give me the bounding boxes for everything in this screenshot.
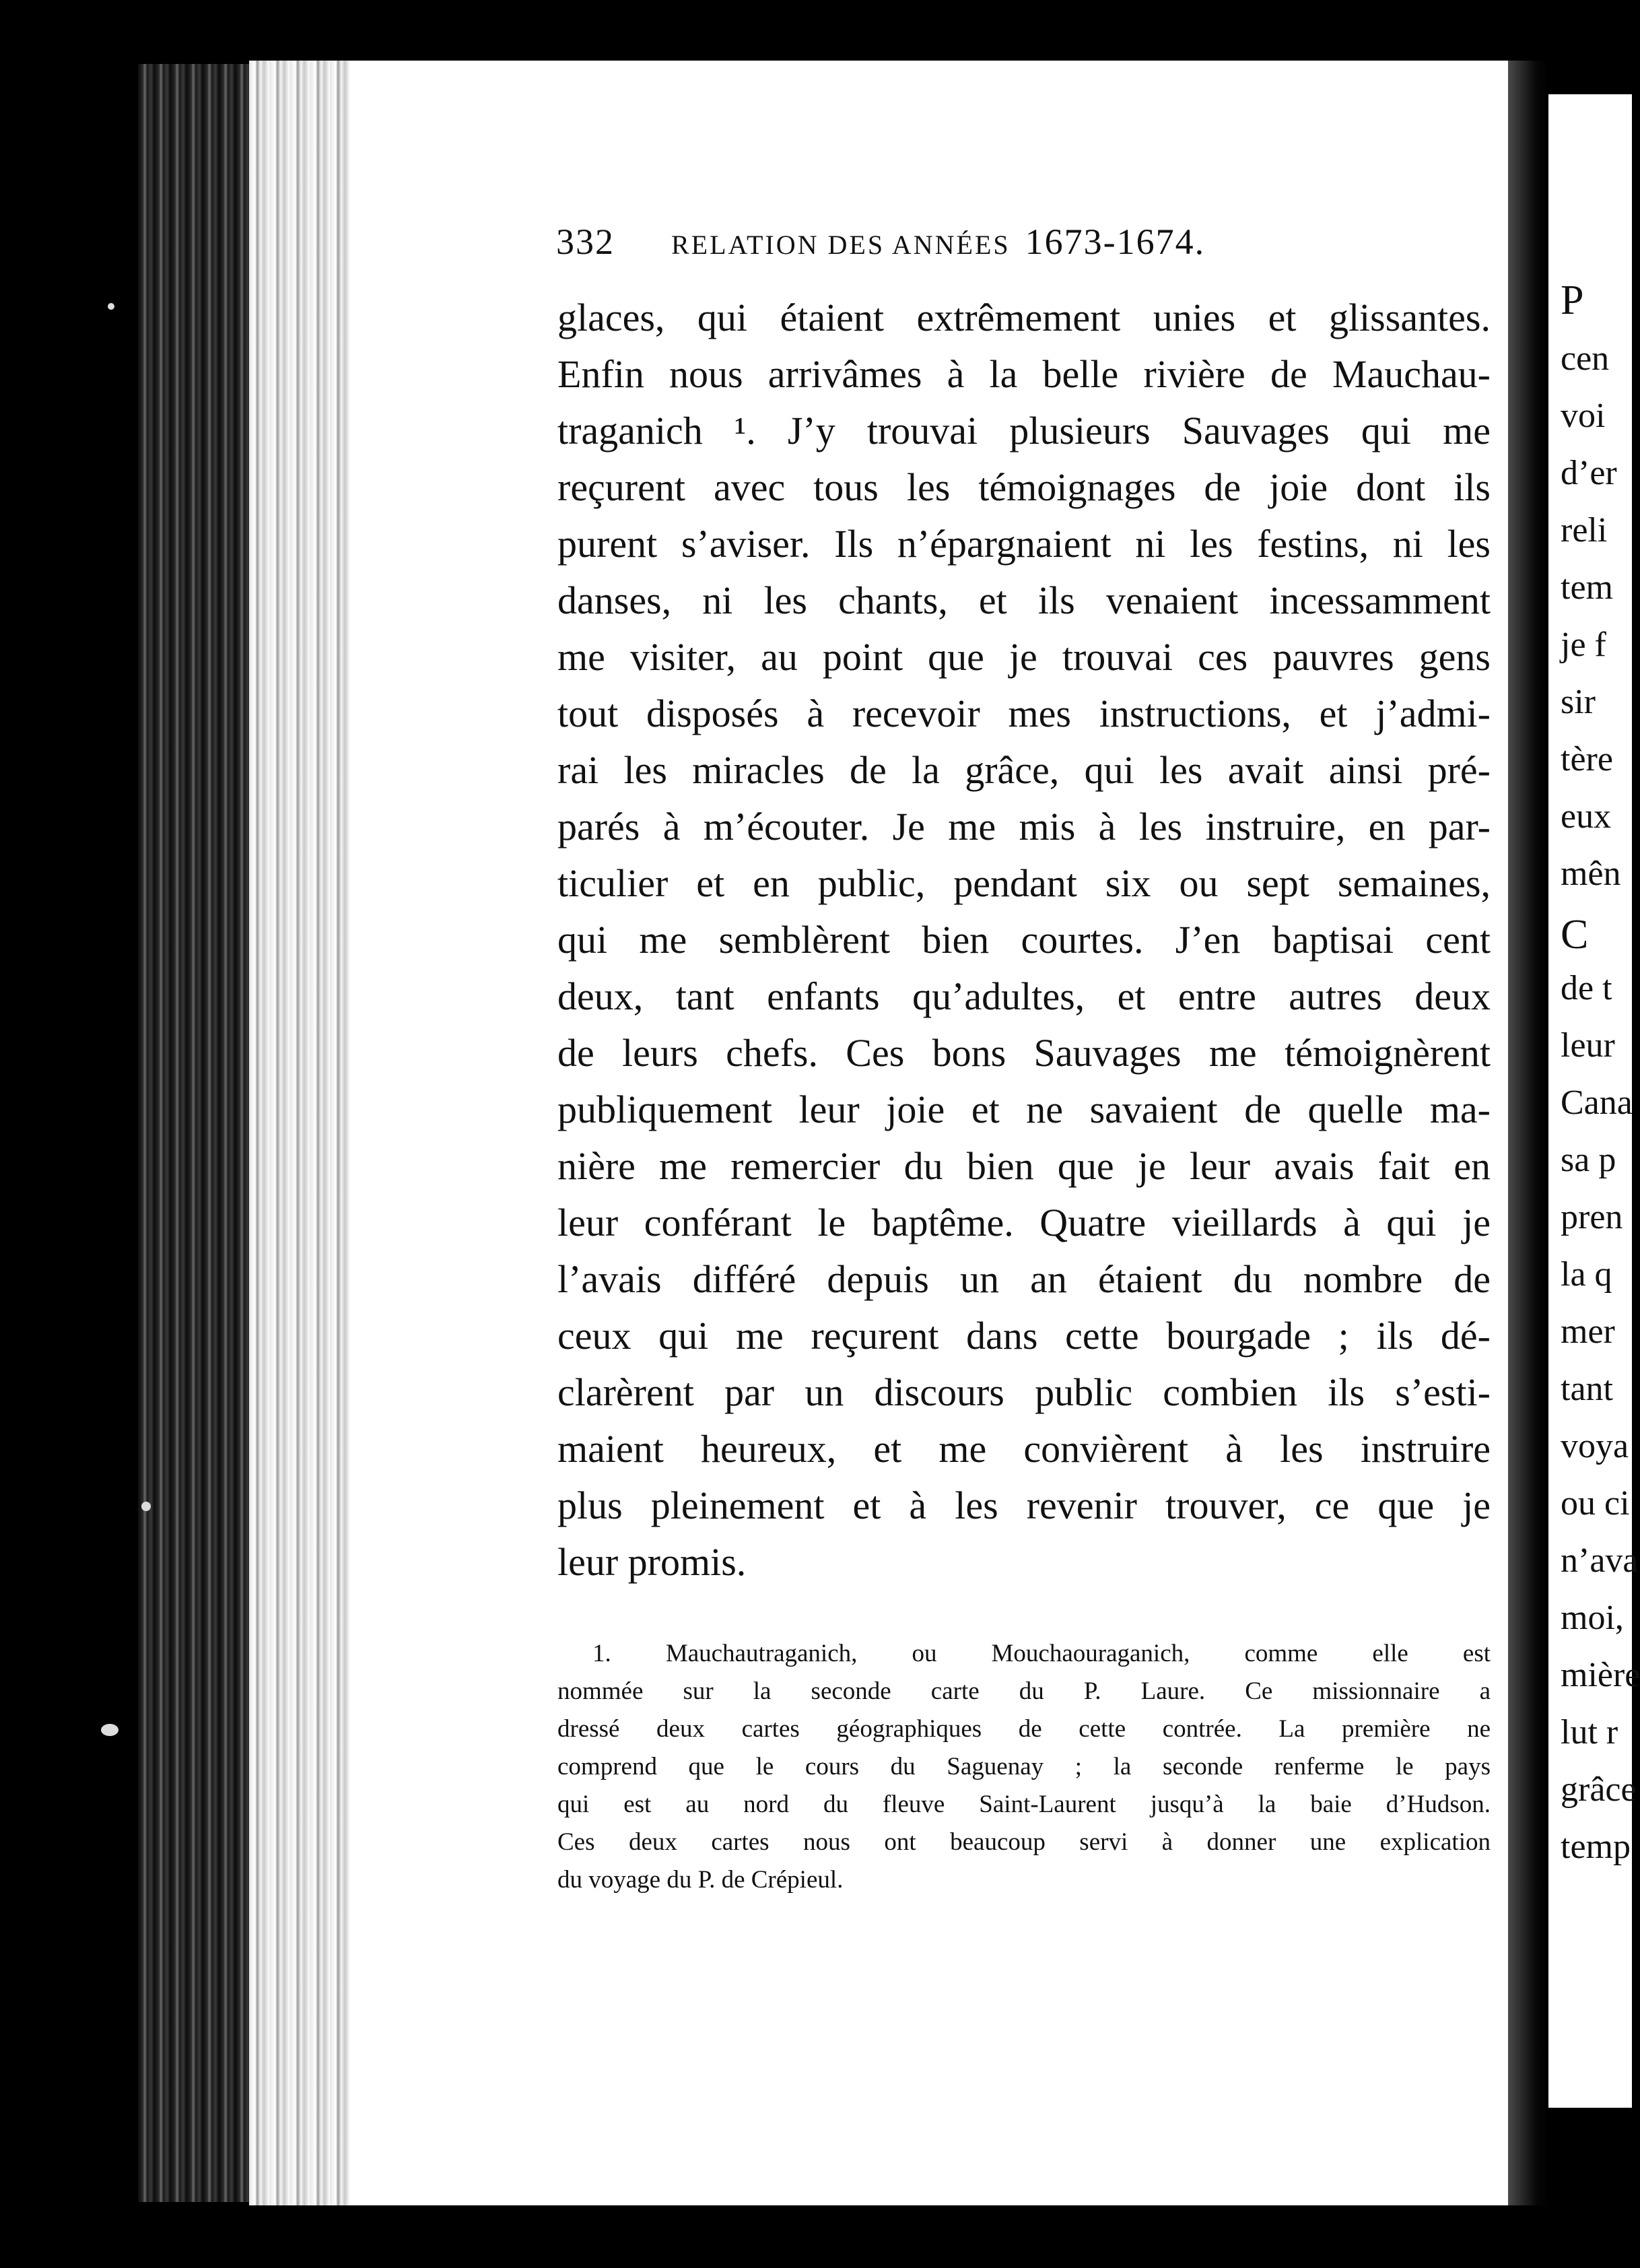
scan-speck bbox=[141, 1502, 151, 1511]
facing-fragment: lut r bbox=[1561, 1713, 1618, 1752]
running-header bbox=[556, 221, 1305, 263]
facing-fragment: sa p bbox=[1561, 1141, 1616, 1179]
text-line: clarèrent par un discours public combien ils s’esti- bbox=[557, 1370, 1491, 1414]
text-line: plus pleinement et à les revenir trouver, ce que je bbox=[557, 1483, 1491, 1527]
running-title: RELATION DES ANNÉES bbox=[671, 230, 1011, 260]
facing-fragment: de t bbox=[1561, 969, 1612, 1007]
text-line: rai les miracles de la grâce, qui les avait ainsi pré- bbox=[557, 748, 1491, 792]
facing-fragment: n’ava bbox=[1561, 1541, 1639, 1580]
footnote-line: comprend que le cours du Saguenay ; la seconde renferme le pays bbox=[557, 1753, 1491, 1780]
footnote-line: du voyage du P. de Crépieul. bbox=[557, 1866, 844, 1894]
footnote-line: nommée sur la seconde carte du P. Laure. Ce missionnaire a bbox=[557, 1677, 1491, 1705]
text-line: parés à m’écouter. Je me mis à les instruire, en par- bbox=[557, 805, 1491, 848]
text-line: de leurs chefs. Ces bons Sauvages me témoignèrent bbox=[557, 1031, 1491, 1075]
text-line: qui me semblèrent bien courtes. J’en baptisai cent bbox=[557, 918, 1491, 962]
facing-fragment: tem bbox=[1561, 568, 1613, 607]
text-line: danses, ni les chants, et ils venaient incessamment bbox=[557, 578, 1491, 622]
footnote-line: qui est au nord du fleuve Saint-Laurent jusqu’à la baie d’Hudson. bbox=[557, 1791, 1491, 1818]
facing-fragment: tère bbox=[1561, 740, 1613, 778]
text-line: ceux qui me reçurent dans cette bourgade ; ils dé- bbox=[557, 1314, 1491, 1358]
facing-fragment: sir bbox=[1561, 683, 1596, 721]
page-edges bbox=[249, 61, 350, 2205]
text-line: tout disposés à recevoir mes instructions, et j’admi- bbox=[557, 692, 1491, 735]
facing-fragment: P bbox=[1561, 277, 1584, 323]
facing-fragment: mière bbox=[1561, 1656, 1640, 1694]
book-gutter bbox=[1508, 61, 1548, 2205]
facing-fragment: pren bbox=[1561, 1198, 1623, 1236]
facing-fragment: mer bbox=[1561, 1312, 1615, 1351]
footnote-line: dressé deux cartes géographiques de cette contrée. La première ne bbox=[557, 1715, 1491, 1743]
scan-speck bbox=[108, 303, 114, 310]
text-line: me visiter, au point que je trouvai ces pauvres gens bbox=[557, 635, 1491, 679]
footnote bbox=[557, 1635, 1491, 1899]
facing-fragment: reli bbox=[1561, 511, 1608, 549]
text-line: leur promis. bbox=[557, 1540, 747, 1584]
text-line: maient heureux, et me convièrent à les instruire bbox=[557, 1427, 1491, 1471]
text-line: deux, tant enfants qu’adultes, et entre autres deux bbox=[557, 974, 1491, 1018]
facing-fragment: voya bbox=[1561, 1427, 1629, 1465]
page-number: 332 bbox=[556, 222, 615, 262]
facing-fragment: eux bbox=[1561, 797, 1612, 836]
footnote-line: 1. Mauchautraganich, ou Mouchaouraganich, comme elle est bbox=[592, 1640, 1491, 1667]
text-line: glaces, qui étaient extrêmement unies et glissantes. bbox=[557, 296, 1491, 339]
body-text bbox=[557, 290, 1491, 1591]
text-line: purent s’aviser. Ils n’épargnaient ni les festins, ni les bbox=[557, 522, 1491, 566]
facing-fragment: tant bbox=[1561, 1370, 1613, 1408]
facing-fragment: voi bbox=[1561, 397, 1606, 435]
text-line: reçurent avec tous les témoignages de joie dont ils bbox=[557, 465, 1491, 509]
text-line: leur conférant le baptême. Quatre vieillards à qui je bbox=[557, 1201, 1491, 1244]
text-line: traganich ¹. J’y trouvai plusieurs Sauvages qui me bbox=[557, 409, 1491, 453]
facing-page bbox=[1548, 94, 1640, 2108]
text-line: ticulier et en public, pendant six ou sept semaines, bbox=[557, 861, 1491, 905]
text-line: publiquement leur joie et ne savaient de quelle ma- bbox=[557, 1088, 1491, 1131]
facing-fragment: la q bbox=[1561, 1255, 1612, 1294]
facing-fragment: leur bbox=[1561, 1026, 1615, 1065]
facing-fragment: ou ci bbox=[1561, 1484, 1630, 1523]
facing-fragment: temp bbox=[1561, 1828, 1631, 1866]
text-line: nière me remercier du bien que je leur avais fait en bbox=[557, 1144, 1491, 1188]
facing-fragment: je f bbox=[1561, 626, 1606, 664]
facing-fragment: grâce bbox=[1561, 1770, 1637, 1809]
facing-fragment: Cana bbox=[1561, 1083, 1633, 1122]
text-line: l’avais différé depuis un an étaient du nombre de bbox=[557, 1257, 1491, 1301]
facing-fragment: C bbox=[1561, 912, 1589, 958]
facing-fragment: d’er bbox=[1561, 454, 1617, 492]
running-years: 1673-1674. bbox=[1025, 222, 1206, 262]
facing-fragment: moi, bbox=[1561, 1599, 1624, 1637]
scan-speck bbox=[101, 1724, 118, 1736]
text-line: Enfin nous arrivâmes à la belle rivière de Mauchau- bbox=[557, 352, 1491, 396]
facing-fragment: cen bbox=[1561, 339, 1610, 378]
footnote-line: Ces deux cartes nous ont beaucoup servi à donner une explication bbox=[557, 1828, 1491, 1856]
facing-fragment: mên bbox=[1561, 855, 1621, 893]
